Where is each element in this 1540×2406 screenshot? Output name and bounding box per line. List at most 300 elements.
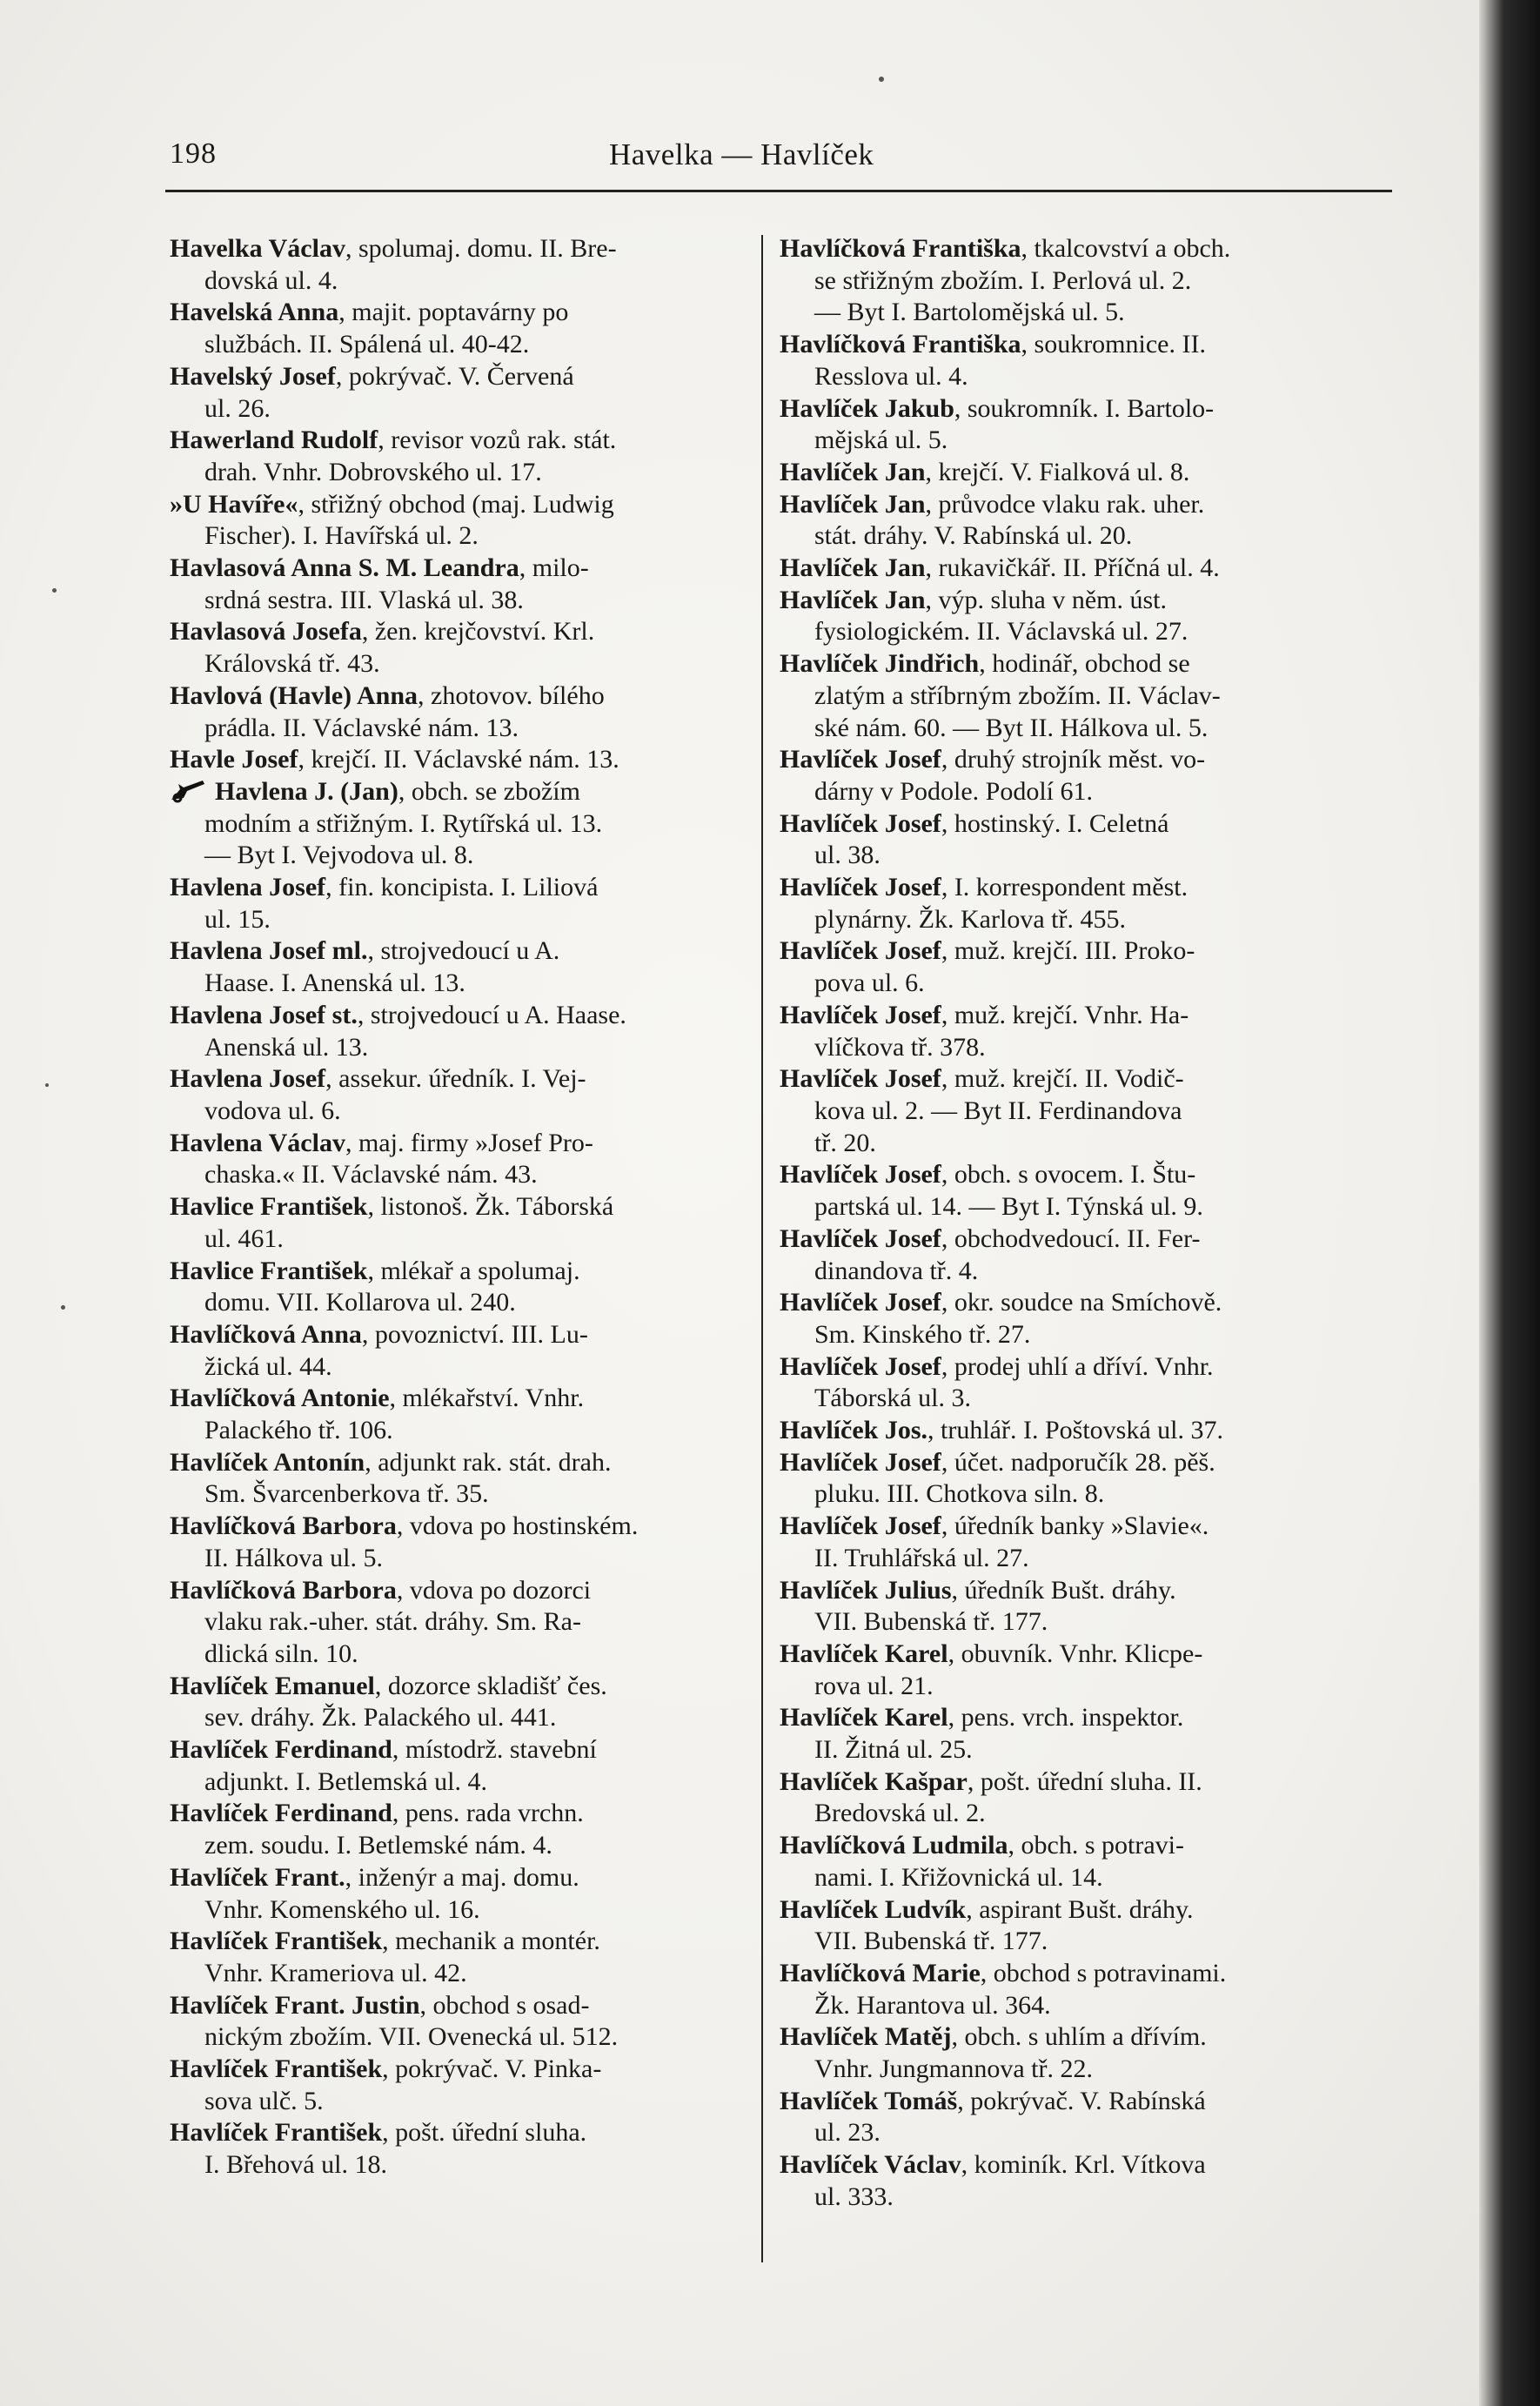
entry-description: , místodrž. stavební (392, 1735, 597, 1765)
page-number: 198 (170, 137, 217, 170)
entry-first-line (170, 2117, 744, 2149)
directory-entry (780, 935, 1354, 999)
entry-first-line (170, 233, 744, 265)
entry-continuation: zlatým a stříbrným zbožím. II. Václav- (814, 680, 1221, 710)
directory-entry (170, 1798, 744, 1861)
entry-description: , tkalcovství a obch. (1021, 234, 1231, 263)
directory-entry (780, 1830, 1354, 1893)
entry-first-line (780, 1159, 1354, 1191)
directory-entry (780, 553, 1354, 585)
right-column (780, 233, 1354, 2214)
entry-name: Havlíček Josef (780, 745, 941, 774)
entry-first-line (780, 2021, 1354, 2054)
entry-first-line (170, 1191, 744, 1223)
header-rule (165, 190, 1392, 192)
directory-entry (170, 1671, 744, 1734)
directory-entry (170, 1063, 744, 1127)
entry-continuation: I. Břehová ul. 18. (204, 2150, 387, 2180)
entry-first-line (170, 1256, 744, 1288)
entry-description: , hodinář, obchod se (979, 649, 1190, 679)
entry-name: Havlíček Jan (780, 585, 926, 614)
entry-description: , výp. sluha v něm. úst. (925, 585, 1168, 614)
entry-description: , krejčí. V. Fialková ul. 8. (925, 457, 1190, 486)
directory-entry (170, 1990, 744, 2054)
entry-description: , okr. soudce na Smíchově. (941, 1288, 1222, 1317)
directory-entry (780, 1063, 1354, 1159)
entry-description: , prodej uhlí a dříví. Vnhr. (941, 1351, 1214, 1381)
entry-description: , mlékařství. Vnhr. (389, 1384, 585, 1413)
entry-first-line (170, 616, 744, 648)
entry-name: Havlíček Josef (780, 1000, 941, 1029)
entry-name: Havlíčková Barbora (170, 1511, 397, 1541)
entry-first-line (170, 1671, 744, 1703)
entry-name: »U Havíře« (170, 489, 298, 519)
directory-entry (170, 680, 744, 744)
entry-continuation: ul. 15. (204, 904, 271, 934)
entry-description: , obch. s potravi- (1008, 1831, 1185, 1860)
entry-first-line (170, 1000, 744, 1032)
entry-first-line (170, 1926, 744, 1958)
directory-entry (780, 808, 1354, 872)
entry-continuation: Anenská ul. 13. (204, 1032, 369, 1062)
entry-first-line (170, 1862, 744, 1894)
entry-continuation: dlická siln. 10. (204, 1639, 358, 1668)
entry-name: Havlíček Josef (780, 1064, 941, 1094)
entry-description: , kominík. Krl. Vítkova (961, 2150, 1206, 2180)
entry-first-line (170, 680, 744, 713)
entry-name: Havlíčková Ludmila (780, 1831, 1008, 1860)
entry-continuation: dárny v Podole. Podolí 61. (814, 776, 1093, 806)
entry-continuation: Palackého tř. 106. (204, 1416, 393, 1445)
entry-first-line (780, 233, 1354, 265)
paper-speck (61, 1305, 65, 1310)
entry-name: Havlena Josef st. (170, 1000, 358, 1029)
entry-name: Havlíček Ludvík (780, 1894, 967, 1924)
entry-description: , listonoš. Žk. Táborská (367, 1192, 614, 1222)
entry-description: , pokrývač. V. Pinka- (382, 2054, 602, 2084)
entry-first-line (780, 457, 1354, 489)
entry-name: Havelská Anna (170, 298, 339, 327)
entry-first-line (170, 1734, 744, 1766)
entry-continuation: nickým zbožím. VII. Ovenecká ul. 512. (204, 2022, 619, 2052)
directory-entry (170, 553, 744, 616)
entry-name: Havlena Václav (170, 1128, 345, 1157)
directory-entry (170, 1447, 744, 1511)
entry-continuation: se střižným zbožím. I. Perlová ul. 2. (814, 265, 1192, 295)
paper-speck (52, 588, 57, 593)
entry-continuation: — Byt I. Vejvodova ul. 8. (204, 841, 474, 870)
pointing-hand-icon (170, 777, 206, 803)
entry-description: , strojvedoucí u A. (367, 936, 560, 966)
entry-description: , obuvník. Vnhr. Klicpe- (947, 1639, 1203, 1668)
entry-continuation: prádla. II. Václavské nám. 13. (204, 713, 519, 742)
entry-description: , assekur. úředník. I. Vej- (325, 1064, 586, 1094)
entry-description: , vdova po hostinském. (396, 1511, 639, 1541)
entry-description: , inženýr a maj. domu. (345, 1862, 579, 1892)
entry-description: , aspirant Bušt. dráhy. (966, 1894, 1194, 1924)
entry-first-line (170, 1063, 744, 1096)
paper-speck (45, 1083, 49, 1087)
entry-first-line (780, 1223, 1354, 1256)
entry-first-line (780, 393, 1354, 426)
entry-name: Havlíček Jan (780, 553, 926, 583)
entry-name: Havelský Josef (170, 361, 336, 391)
entry-continuation: Táborská ul. 3. (814, 1384, 971, 1413)
entry-first-line (170, 744, 744, 776)
entry-description: , hostinský. I. Celetná (941, 808, 1169, 838)
entry-first-line (780, 808, 1354, 841)
directory-entry (170, 616, 744, 680)
entry-first-line (780, 553, 1354, 585)
entry-description: , pošt. úřední sluha. (382, 2118, 587, 2148)
entry-continuation: vodova ul. 6. (204, 1096, 341, 1125)
directory-entry (170, 1000, 744, 1063)
entry-name: Havlíček Kašpar (780, 1766, 968, 1796)
entry-name: Havlíček Jakub (780, 393, 954, 423)
entry-description: , obchod s osad- (419, 1990, 590, 2020)
entry-description: , pokrývač. V. Rabínská (957, 2086, 1206, 2115)
entry-description: , milo- (519, 553, 589, 583)
entry-description: , krejčí. II. Václavské nám. 13. (298, 745, 619, 774)
entry-first-line (780, 329, 1354, 361)
directory-entry (170, 1926, 744, 1989)
entry-continuation: dinandova tř. 4. (814, 1256, 979, 1285)
entry-name: Havlová (Havle) Anna (170, 680, 418, 710)
entry-continuation: Resslova ul. 4. (814, 361, 968, 391)
entry-name: Havlíček Josef (780, 808, 941, 838)
entry-name: Havlíček Ferdinand (170, 1735, 392, 1765)
entry-continuation: ul. 23. (814, 2118, 880, 2148)
entry-name: Havlíček František (170, 1927, 383, 1956)
directory-entry (780, 2149, 1354, 2213)
entry-first-line (780, 489, 1354, 521)
entry-description: , muž. krejčí. III. Proko- (941, 936, 1195, 966)
entry-continuation: chaska.« II. Václavské nám. 43. (204, 1160, 538, 1190)
entry-name: Havlíček Josef (780, 1351, 941, 1381)
directory-entry (780, 1159, 1354, 1223)
entry-first-line (780, 1894, 1354, 1927)
entry-continuation: Bredovská ul. 2. (814, 1799, 986, 1828)
entry-first-line (780, 872, 1354, 904)
directory-entry (780, 744, 1354, 808)
entry-name: Havlíček Josef (780, 936, 941, 966)
entry-first-line (780, 2149, 1354, 2181)
entry-name: Havlíček Jos. (780, 1416, 927, 1445)
entry-continuation: Vnhr. Komenského ul. 16. (204, 1894, 480, 1924)
entry-continuation: ul. 26. (204, 393, 271, 423)
entry-first-line (780, 1447, 1354, 1479)
entry-name: Havlíček Antonín (170, 1447, 365, 1477)
entry-first-line (780, 1063, 1354, 1096)
entry-first-line (780, 1958, 1354, 1990)
entry-description: , povoznictví. III. Lu- (361, 1319, 588, 1349)
entry-first-line (780, 1351, 1354, 1384)
entry-name: Havlíček Jan (780, 489, 926, 519)
directory-entry (780, 872, 1354, 935)
entry-continuation: sova ulč. 5. (204, 2086, 324, 2115)
entry-continuation: Královská tř. 43. (204, 649, 380, 679)
entry-name: Havlíčková Marie (780, 1958, 981, 1987)
entry-first-line (170, 2054, 744, 2086)
entry-first-line (780, 1702, 1354, 1734)
entry-description: , maj. firmy »Josef Pro- (345, 1128, 593, 1157)
entry-name: Havlíček Karel (780, 1639, 948, 1668)
directory-entry (780, 1000, 1354, 1063)
directory-entry (170, 1383, 744, 1446)
entry-name: Havlice František (170, 1192, 368, 1222)
entry-continuation: VII. Bubenská tř. 177. (814, 1927, 1048, 1956)
entry-first-line (780, 1575, 1354, 1607)
entry-name: Havlíček Julius (780, 1575, 952, 1605)
entry-name: Havlasová Josefa (170, 617, 362, 647)
entry-continuation: zem. soudu. I. Betlemské nám. 4. (204, 1831, 552, 1860)
directory-entry (170, 1191, 744, 1255)
entry-name: Havlena Josef (170, 873, 326, 902)
directory-entry (170, 872, 744, 935)
entry-continuation: II. Truhlářská ul. 27. (814, 1543, 1029, 1572)
directory-entry (780, 1287, 1354, 1350)
entry-description: , žen. krejčovství. Krl. (361, 617, 595, 647)
directory-entry (170, 1319, 744, 1383)
entry-description: , pens. vrch. inspektor. (947, 1703, 1184, 1732)
entry-description: , obchodvedoucí. II. Fer- (941, 1223, 1201, 1253)
entry-name: Havlíček František (170, 2054, 383, 2084)
directory-entry (780, 1639, 1354, 1702)
entry-name: Havlíček Ferdinand (170, 1799, 392, 1828)
entry-description: , pens. rada vrchn. (392, 1799, 584, 1828)
entry-continuation: stát. dráhy. V. Rabínská ul. 20. (814, 521, 1133, 551)
directory-entry (780, 1894, 1354, 1958)
entry-description: , muž. krejčí. II. Vodič- (941, 1064, 1184, 1094)
entry-continuation: plynárny. Žk. Karlova tř. 455. (814, 904, 1126, 934)
entry-description: , obch. s ovocem. I. Štu- (941, 1160, 1196, 1190)
entry-continuation: domu. VII. Kollarova ul. 240. (204, 1288, 516, 1317)
entry-continuation: tř. 20. (814, 1128, 876, 1157)
entry-name: Havlíček Jan (780, 457, 926, 486)
directory-entry (170, 2054, 744, 2117)
entry-description: , truhlář. I. Poštovská ul. 37. (927, 1416, 1223, 1445)
entry-first-line (170, 361, 744, 393)
entry-continuation: žická ul. 44. (204, 1351, 332, 1381)
directory-entry (170, 233, 744, 297)
directory-entry (780, 489, 1354, 553)
directory-entry (170, 297, 744, 360)
entry-description: , úředník banky »Slavie«. (941, 1511, 1209, 1541)
entry-name: Havlíček Tomáš (780, 2086, 958, 2115)
directory-entry (170, 1862, 744, 1926)
entry-name: Havlíček Josef (780, 1447, 941, 1477)
directory-entry (170, 1256, 744, 1319)
entry-name: Havlíčková Antonie (170, 1384, 390, 1413)
entry-description: , I. korrespondent měst. (941, 873, 1188, 902)
entry-first-line (780, 648, 1354, 680)
entry-name: Havlíček Josef (780, 1511, 941, 1541)
entry-continuation: nami. I. Křižovnická ul. 14. (814, 1862, 1103, 1892)
entry-name: Havlíčková Barbora (170, 1575, 397, 1605)
directory-entry (780, 1415, 1354, 1447)
entry-description: , zhotovov. bílého (418, 680, 605, 710)
entry-description: , mechanik a montér. (382, 1927, 600, 1956)
entry-description: , obch. s uhlím a dřívím. (951, 2022, 1207, 2052)
entry-name: Havlena J. (Jan) (215, 776, 398, 806)
page-edge-shadow (1479, 0, 1540, 2406)
entry-name: Havlíček Josef (780, 1160, 941, 1190)
directory-entry (170, 2117, 744, 2181)
entry-description: , obch. se zbožím (398, 776, 580, 806)
directory-entry (780, 1351, 1354, 1415)
entry-description: , soukromník. I. Bartolo- (954, 393, 1215, 423)
entry-name: Havlíčková Františka (780, 234, 1021, 263)
entry-continuation: mějská ul. 5. (814, 426, 948, 455)
entry-continuation: fysiologickém. II. Václavská ul. 27. (814, 617, 1188, 647)
entry-first-line (170, 1319, 744, 1351)
paper-speck (879, 77, 884, 82)
entry-first-line (170, 1383, 744, 1415)
entry-continuation: ské nám. 60. — Byt II. Hálkova ul. 5. (814, 713, 1209, 742)
entry-name: Havlasová Anna S. M. Leandra (170, 553, 519, 583)
entry-first-line (170, 1447, 744, 1479)
entry-description: , obchod s potravinami. (980, 1958, 1227, 1987)
entry-description: , střižný obchod (maj. Ludwig (298, 489, 614, 519)
entry-name: Havlíčková Anna (170, 1319, 362, 1349)
directory-entry (780, 1575, 1354, 1639)
directory-entry (780, 648, 1354, 744)
entry-description: , revisor vozů rak. stát. (378, 426, 617, 455)
entry-first-line (780, 935, 1354, 968)
entry-continuation: drah. Vnhr. Dobrovského ul. 17. (204, 457, 542, 486)
entry-name: Havlíček Frant. (170, 1862, 345, 1892)
entry-first-line (170, 935, 744, 968)
entry-name: Hawerland Rudolf (170, 426, 378, 455)
directory-entry (780, 2021, 1354, 2085)
directory-entry (170, 1128, 744, 1191)
directory-entry (170, 489, 744, 553)
entry-first-line (780, 1415, 1354, 1447)
entry-continuation: srdná sestra. III. Vlaská ul. 38. (204, 585, 524, 614)
entry-continuation: Vnhr. Krameriova ul. 42. (204, 1958, 467, 1987)
entry-first-line (170, 872, 744, 904)
entry-first-line (170, 1575, 744, 1607)
entry-first-line (170, 776, 744, 808)
directory-entry (780, 1511, 1354, 1574)
entry-name: Havlíček Josef (780, 1288, 941, 1317)
entry-description: , druhý strojník měst. vo- (941, 745, 1206, 774)
entry-continuation: službách. II. Spálená ul. 40-42. (204, 330, 530, 359)
entry-description: , majit. poptavárny po (338, 298, 569, 327)
entry-continuation: Sm. Kinského tř. 27. (814, 1319, 1031, 1349)
entry-continuation: partská ul. 14. — Byt I. Týnská ul. 9. (814, 1192, 1203, 1222)
directory-entry (780, 1702, 1354, 1766)
entry-first-line (780, 1639, 1354, 1671)
entry-continuation: kova ul. 2. — Byt II. Ferdinandova (814, 1096, 1182, 1125)
entry-first-line (780, 1287, 1354, 1319)
entry-description: , dozorce skladišť čes. (374, 1671, 607, 1700)
entry-description: , vdova po dozorci (396, 1575, 592, 1605)
entry-continuation: modním a střižným. I. Rytířská ul. 13. (204, 808, 603, 838)
entry-continuation: rova ul. 21. (814, 1671, 934, 1700)
directory-entry (170, 935, 744, 999)
entry-first-line (170, 1798, 744, 1830)
entry-name: Havle Josef (170, 745, 298, 774)
entry-continuation: Vnhr. Jungmannova tř. 22. (814, 2054, 1093, 2084)
entry-description: , soukromnice. II. (1021, 330, 1206, 359)
entry-first-line (170, 1511, 744, 1543)
entry-name: Havlíček Frant. Justin (170, 1990, 420, 2020)
entry-first-line (170, 489, 744, 521)
entry-continuation: dovská ul. 4. (204, 265, 338, 295)
entry-name: Havlíček Emanuel (170, 1671, 375, 1700)
entry-continuation: II. Hálkova ul. 5. (204, 1543, 383, 1572)
entry-first-line (170, 297, 744, 329)
entry-continuation: ul. 333. (814, 2181, 894, 2211)
entry-continuation: sev. dráhy. Žk. Palackého ul. 441. (204, 1703, 557, 1732)
entry-first-line (170, 425, 744, 457)
directory-entry (780, 233, 1354, 329)
entry-first-line (780, 1511, 1354, 1543)
directory-entry (780, 393, 1354, 457)
entry-description: , účet. nadporučík 28. pěš. (941, 1447, 1215, 1477)
entry-continuation: Haase. I. Anenská ul. 13. (204, 968, 465, 998)
entry-name: Havlíček Josef (780, 873, 941, 902)
directory-entry (170, 776, 744, 872)
directory-entry (170, 1511, 744, 1574)
entry-first-line (780, 1830, 1354, 1862)
directory-entry (780, 2086, 1354, 2149)
entry-name: Havlena Josef ml. (170, 936, 368, 966)
directory-entry (170, 1575, 744, 1671)
entry-description: , spolumaj. domu. II. Bre- (345, 234, 617, 263)
entry-first-line (780, 744, 1354, 776)
entry-continuation: pluku. III. Chotkova siln. 8. (814, 1479, 1105, 1509)
directory-entry (170, 361, 744, 425)
directory-entry (780, 329, 1354, 392)
entry-continuation: vlaku rak.-uher. stát. dráhy. Sm. Ra- (204, 1607, 581, 1637)
entry-continuation: Sm. Švarcenberkova tř. 35. (204, 1479, 489, 1509)
entry-description: , pošt. úřední sluha. II. (967, 1766, 1202, 1796)
entry-first-line (780, 585, 1354, 617)
running-head: Havelka — Havlíček (609, 137, 874, 171)
directory-entry (780, 1766, 1354, 1830)
directory-entry (780, 1958, 1354, 2021)
entry-description: , fin. koncipista. I. Liliová (325, 873, 599, 902)
entry-name: Havlíčková Františka (780, 330, 1021, 359)
entry-continuation: II. Žitná ul. 25. (814, 1735, 973, 1765)
left-column (170, 233, 744, 2181)
entry-description: , muž. krejčí. Vnhr. Ha- (941, 1000, 1189, 1029)
entry-name: Havlíček Josef (780, 1223, 941, 1253)
entry-description: , adjunkt rak. stát. drah. (365, 1447, 612, 1477)
entry-name: Havelka Václav (170, 234, 345, 263)
directory-entry (780, 457, 1354, 489)
page-header (170, 137, 1344, 181)
directory-entry (780, 1447, 1354, 1511)
entry-continuation: Fischer). I. Havířská ul. 2. (204, 521, 479, 551)
entry-continuation: ul. 38. (814, 841, 880, 870)
entry-description: , pokrývač. V. Červená (335, 361, 574, 391)
directory-entry (170, 1734, 744, 1798)
entry-name: Havlíček Karel (780, 1703, 948, 1732)
entry-description: , průvodce vlaku rak. uher. (925, 489, 1205, 519)
entry-first-line (170, 1128, 744, 1160)
entry-first-line (170, 553, 744, 585)
entry-name: Havlíček Jindřich (780, 649, 980, 679)
entry-name: Havlíček Matěj (780, 2022, 952, 2052)
entry-description: , strojvedoucí u A. Haase. (357, 1000, 626, 1029)
entry-first-line (780, 1000, 1354, 1032)
entry-name: Havlíček Václav (780, 2150, 961, 2180)
column-divider (761, 235, 763, 2262)
entry-name: Havlice František (170, 1256, 368, 1285)
